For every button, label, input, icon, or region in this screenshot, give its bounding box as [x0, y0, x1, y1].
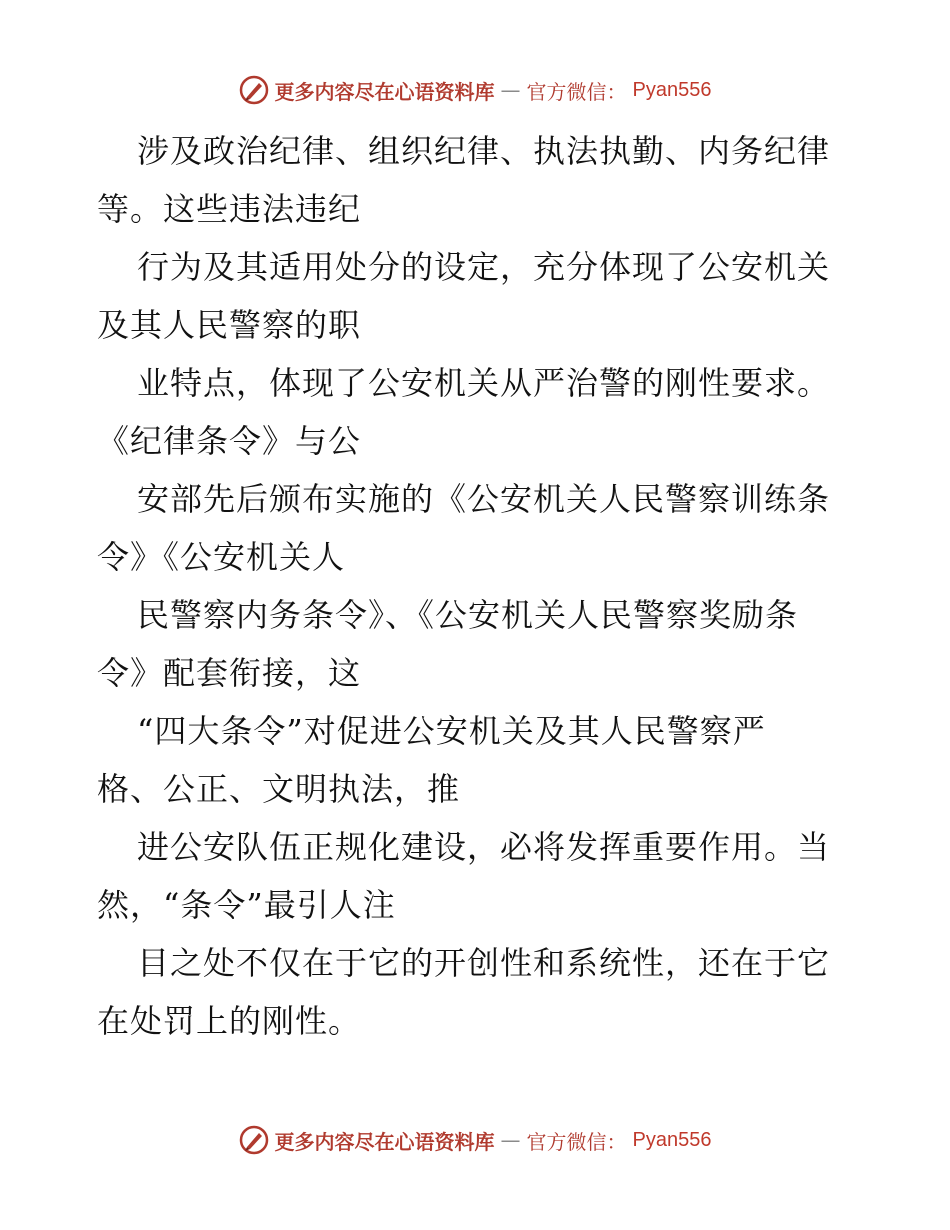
watermark-site-text: 更多内容尽在心语资料库: [274, 79, 495, 104]
header-watermark: [0, 72, 950, 108]
body-line: 行为及其适用处分的设定，充分体现了公安机关: [137, 248, 831, 286]
body-line: 令》《公安机关人: [97, 538, 346, 576]
body-line: 然，“条令”最引人注: [97, 886, 396, 924]
watermark-site-text: 更多内容尽在心语资料库: [274, 1129, 495, 1154]
body-line: 令》配套衔接，这: [97, 654, 362, 692]
body-line: 格、公正、文明执法，推: [97, 770, 461, 808]
body-line: 目之处不仅在于它的开创性和系统性，还在于它: [137, 944, 831, 982]
watermark-wechat-id: Pyan556: [632, 1128, 712, 1151]
body-line: “四大条令”对促进公安机关及其人民警察严: [137, 712, 766, 750]
body-line: 安部先后颁布实施的《公安机关人民警察训练条: [137, 480, 831, 518]
pen-logo-icon: [239, 1125, 269, 1155]
body-line: 及其人民警察的职: [97, 306, 362, 344]
body-line: 业特点，体现了公安机关从严治警的刚性要求。: [137, 364, 831, 402]
watermark-dash: —: [500, 78, 521, 102]
pen-logo-icon: [239, 75, 269, 105]
document-body: [97, 122, 857, 1050]
watermark-wechat-id: Pyan556: [632, 78, 712, 101]
watermark-wechat-label: 官方微信：: [526, 79, 627, 104]
body-line: 涉及政治纪律、组织纪律、执法执勤、内务纪律: [137, 132, 831, 170]
body-line: 《纪律条令》与公: [97, 422, 362, 460]
footer-watermark: [0, 1122, 950, 1158]
body-line: 民警察内务条令》、《公安机关人民警察奖励条: [137, 596, 799, 634]
body-line: 等。这些违法违纪: [97, 190, 362, 228]
watermark-dash: —: [500, 1128, 521, 1152]
body-line: 在处罚上的刚性。: [97, 1002, 362, 1040]
watermark-wechat-label: 官方微信：: [526, 1129, 627, 1154]
body-line: 进公安队伍正规化建设，必将发挥重要作用。当: [137, 828, 831, 866]
